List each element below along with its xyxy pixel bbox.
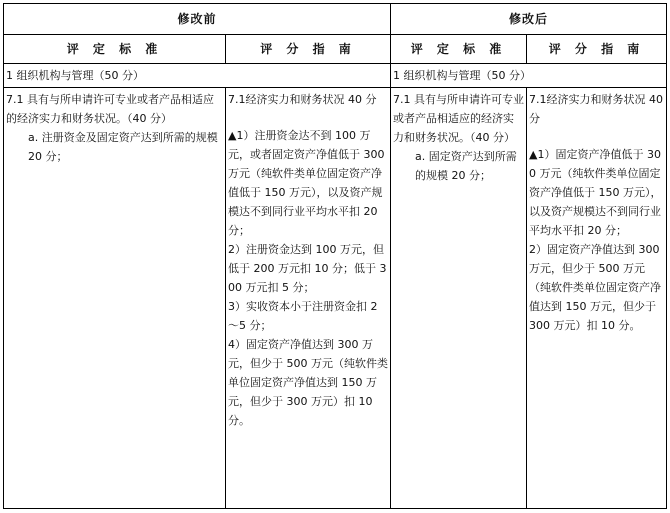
guide-item-before-1: ▲1）注册资金达不到 100 万元，或者固定资产净值低于 300 万元（纯软件类单位固定资产净值低于 150 万元），以及资产规模达不到同行业平均水平扣 20 分； xyxy=(228,129,388,237)
guide-cell-before xyxy=(226,88,391,509)
guide-item-after-2: 2）固定资产净值达到 300 万元，但少于 500 万元（纯软件类单位固定资产净值达到 150 万元，但少于 300 万元）扣 10 分。 xyxy=(529,243,664,332)
section-title-after: 1 组织机构与管理（50 分） xyxy=(391,64,667,88)
criteria-sub-after: a. 固定资产达到所需的规模 20 分； xyxy=(415,150,517,182)
header-after: 修改后 xyxy=(391,4,667,35)
guide-item-before-2: 2）注册资金达到 100 万元，但低于 200 万元扣 10 分；低于 300 万元扣 5 分； xyxy=(228,243,387,294)
guide-item-before-4: 4）固定资产净值达到 300 万元，但少于 500 万元（纯软件类单位固定资产净值达到 150 万元，但少于 300 万元）扣 10 分。 xyxy=(228,338,388,427)
guide-item-after-1: ▲1）固定资产净值低于 300 万元（纯软件类单位固定资产净值低于 150 万元），以及资产规模达不到同行业平均水平扣 20 分； xyxy=(529,148,662,237)
criteria-main-after: 7.1 具有与所申请许可专业或者产品相适应的经济实力和财务状况。（40 分） xyxy=(393,93,525,144)
criteria-sub-before: a. 注册资金及固定资产达到所需的规模 20 分； xyxy=(28,131,218,163)
criteria-cell-after xyxy=(391,88,527,509)
guide-title-after: 7.1经济实力和财务状况 40 分 xyxy=(529,93,667,125)
subheader-criteria-before: 评 定 标 准 xyxy=(4,35,226,64)
guide-cell-after xyxy=(527,88,667,509)
criteria-main-before: 7.1 具有与所申请许可专业或者产品相适应的经济实力和财务状况。（40 分） xyxy=(6,93,214,125)
spacer xyxy=(529,128,664,145)
section-title-before: 1 组织机构与管理（50 分） xyxy=(4,64,391,88)
subheader-criteria-after: 评 定 标 准 xyxy=(391,35,527,64)
criteria-cell-before xyxy=(4,88,226,509)
guide-item-before-3: 3）实收资本小于注册资金扣 2～5 分； xyxy=(228,300,378,332)
subheader-guide-before: 评 分 指 南 xyxy=(226,35,391,64)
comparison-table xyxy=(3,3,667,509)
header-before: 修改前 xyxy=(4,4,391,35)
spacer xyxy=(228,109,388,126)
subheader-guide-after: 评 分 指 南 xyxy=(527,35,667,64)
guide-title-before: 7.1经济实力和财务状况 40 分 xyxy=(228,93,377,106)
